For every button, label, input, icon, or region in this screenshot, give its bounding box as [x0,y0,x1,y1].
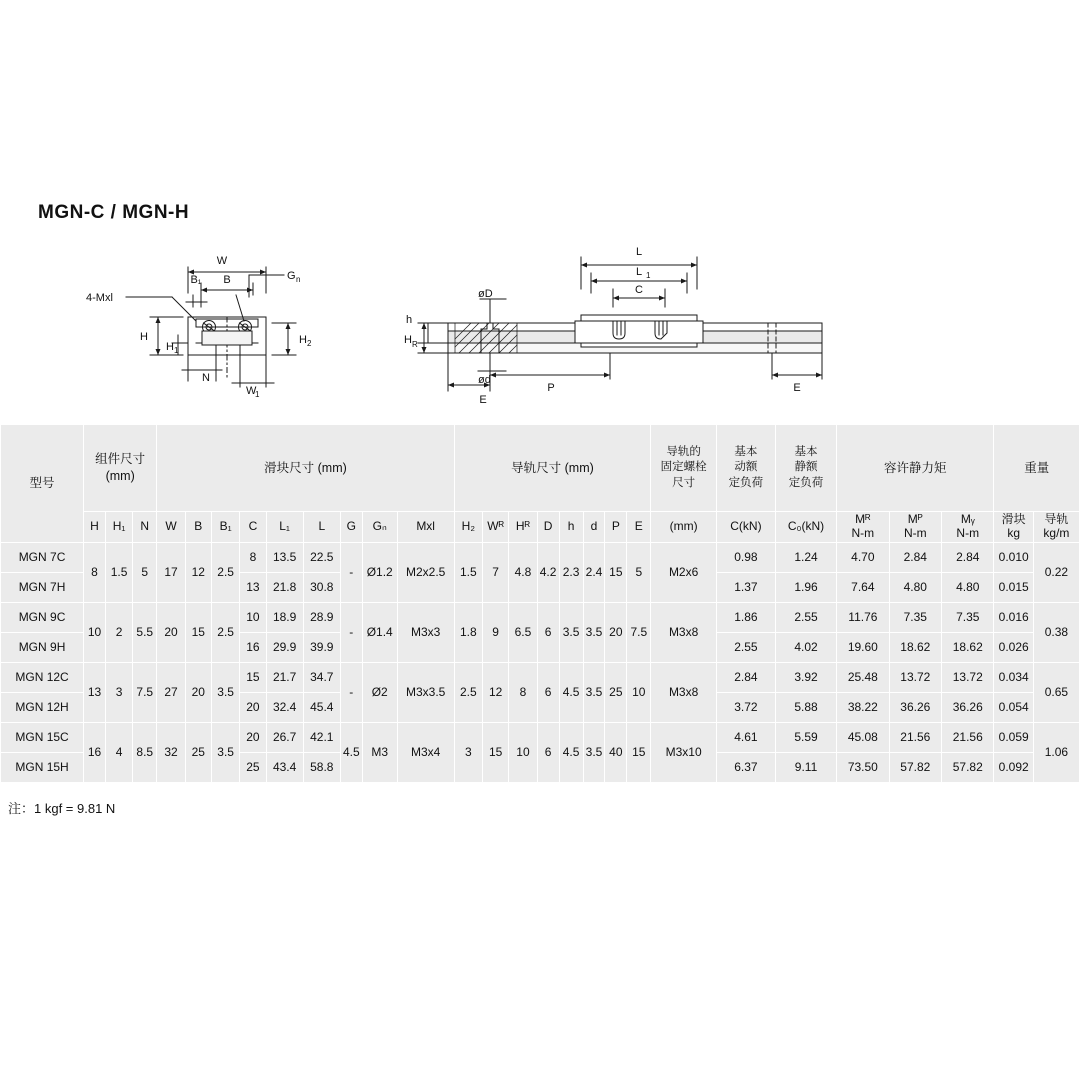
cell-Gn: Ø2 [362,663,397,723]
subheader-Gn: Gₙ [362,512,397,543]
label-h1: H [166,341,174,353]
cell-E: 10 [627,663,651,723]
cell-L1: 18.9 [266,603,303,633]
header-model: 型号 [1,425,84,543]
cell-bolt: M3x10 [651,723,717,783]
cell-H1: 1.5 [105,543,132,603]
row-model: MGN 7H [1,573,84,603]
label-w: W [216,255,228,267]
cell-W: 27 [157,663,185,723]
cell-dynamic: 1.37 [716,573,775,603]
cell-H: 13 [84,663,106,723]
row-model: MGN 7C [1,543,84,573]
table-row [1,723,1080,753]
page-title: MGN-C / MGN-H [38,202,190,223]
cell-P: 25 [605,663,627,723]
cell-C: 16 [240,633,266,663]
row-model: MGN 15H [1,753,84,783]
cell-MR: 19.60 [837,633,889,663]
subheader-d: d [583,512,605,543]
cell-static: 1.24 [775,543,836,573]
label-4mxl: 4-Mxl [86,292,113,304]
label-l1: L [635,266,643,278]
cell-H2: 2.5 [454,663,482,723]
cell-weight-rail: 0.22 [1033,543,1079,603]
cell-C: 20 [240,723,266,753]
cell-W: 20 [157,603,185,663]
subheader-P: P [605,512,627,543]
header-block-size: 滑块尺寸 (mm) [157,425,454,512]
subheader-C: C [240,512,266,543]
cell-bolt: M3x8 [651,603,717,663]
cell-weight-rail: 0.38 [1033,603,1079,663]
cell-static: 9.11 [775,753,836,783]
row-model: MGN 9C [1,603,84,633]
cell-H1: 2 [105,603,132,663]
cell-d: 2.4 [583,543,605,603]
cell-L1: 29.9 [266,633,303,663]
cell-MP: 36.26 [889,693,941,723]
label-gn: G [287,270,296,282]
cell-N: 7.5 [133,663,157,723]
cell-Gn: M3 [362,723,397,783]
spec-table-container [0,424,1080,783]
cell-dynamic: 2.84 [716,663,775,693]
row-model: MGN 12C [1,663,84,693]
subheader-G: G [340,512,362,543]
cell-E: 7.5 [627,603,651,663]
header-static-load: 基本 静额 定负荷 [775,425,836,512]
cell-D: 4.2 [537,543,559,603]
cell-h: 4.5 [559,723,583,783]
table-note: 注：1 kgf = 9.81 N [8,801,116,816]
cell-C: 13 [240,573,266,603]
cell-MY: 7.35 [942,603,994,633]
table-row [1,543,1080,573]
cell-WR: 12 [483,663,509,723]
subheader-D: D [537,512,559,543]
cell-W: 17 [157,543,185,603]
cell-WR: 7 [483,543,509,603]
cell-MY: 57.82 [942,753,994,783]
cell-MP: 13.72 [889,663,941,693]
cell-B1: 3.5 [211,723,239,783]
cell-MR: 7.64 [837,573,889,603]
subheader-HR: Hᴿ [509,512,537,543]
cell-MP: 2.84 [889,543,941,573]
label-l1-sub: 1 [646,271,651,280]
cell-Mxl: M3x4 [397,723,454,783]
subheader-B: B [185,512,211,543]
header-rail-size: 导轨尺寸 (mm) [454,425,651,512]
subheader-L: L [303,512,340,543]
cell-static: 3.92 [775,663,836,693]
cell-MY: 2.84 [942,543,994,573]
cell-N: 5 [133,543,157,603]
cell-d: 3.5 [583,603,605,663]
subheader-B1: B₁ [211,512,239,543]
cell-L1: 43.4 [266,753,303,783]
label-n: N [202,372,210,384]
label-l: L [635,246,643,258]
label-b: B [223,274,231,286]
cell-P: 15 [605,543,627,603]
cell-N: 5.5 [133,603,157,663]
cell-weight-rail: 0.65 [1033,663,1079,723]
subheader-W: W [157,512,185,543]
cell-MP: 18.62 [889,633,941,663]
label-w1: W [246,385,257,397]
cell-L1: 32.4 [266,693,303,723]
label-c: C [635,284,643,296]
subheader-N: N [133,512,157,543]
cell-HR: 4.8 [509,543,537,603]
label-e-right: E [793,382,801,394]
cell-weight-block: 0.016 [994,603,1033,633]
cell-H2: 1.8 [454,603,482,663]
subheader-Mxl: Mxl [397,512,454,543]
cell-dynamic: 2.55 [716,633,775,663]
cell-MY: 4.80 [942,573,994,603]
subheader-H: H [84,512,106,543]
cell-L: 34.7 [303,663,340,693]
cell-L: 39.9 [303,633,340,663]
row-model: MGN 9H [1,633,84,663]
cell-h: 3.5 [559,603,583,663]
cell-weight-block: 0.054 [994,693,1033,723]
cell-H2: 3 [454,723,482,783]
cell-B: 25 [185,723,211,783]
cell-D: 6 [537,603,559,663]
label-hr: H [404,334,412,346]
cell-E: 15 [627,723,651,783]
table-row [1,603,1080,633]
cell-L: 58.8 [303,753,340,783]
cell-G: 4.5 [340,723,362,783]
subheader-L1: L₁ [266,512,303,543]
cell-B: 15 [185,603,211,663]
cell-MY: 21.56 [942,723,994,753]
cell-MY: 13.72 [942,663,994,693]
header-bolt-size: 导轨的 固定螺栓 尺寸 [651,425,717,512]
cell-H: 10 [84,603,106,663]
cell-Mxl: M3x3.5 [397,663,454,723]
cell-static: 5.88 [775,693,836,723]
label-e-left: E [479,394,487,406]
subheader-dynamic-unit: C(kN) [716,512,775,543]
label-hr-sub: R [412,340,418,349]
table-row [1,663,1080,693]
cell-B: 20 [185,663,211,723]
cell-h: 4.5 [559,663,583,723]
cell-H: 16 [84,723,106,783]
cell-static: 1.96 [775,573,836,603]
cell-dynamic: 3.72 [716,693,775,723]
cell-L1: 21.7 [266,663,303,693]
cell-B: 12 [185,543,211,603]
cell-dynamic: 4.61 [716,723,775,753]
cell-C: 8 [240,543,266,573]
cell-weight-block: 0.010 [994,543,1033,573]
cell-MY: 36.26 [942,693,994,723]
row-model: MGN 12H [1,693,84,723]
label-h1-sub: 1 [174,346,179,355]
cell-P: 40 [605,723,627,783]
cell-d: 3.5 [583,723,605,783]
cell-h: 2.3 [559,543,583,603]
cell-bolt: M2x6 [651,543,717,603]
label-p: P [547,382,555,394]
cell-MP: 21.56 [889,723,941,753]
cell-L: 45.4 [303,693,340,723]
header-static-moment: 容许静力矩 [837,425,994,512]
cell-d: 3.5 [583,663,605,723]
cell-weight-block: 0.034 [994,663,1033,693]
cell-HR: 10 [509,723,537,783]
label-h: H [140,331,148,343]
spec-table [0,424,1080,783]
cell-MP: 7.35 [889,603,941,633]
label-gn-sub: n [296,275,301,284]
cell-G: - [340,543,362,603]
header-dynamic-load: 基本 动额 定负荷 [716,425,775,512]
row-model: MGN 15C [1,723,84,753]
cell-D: 6 [537,723,559,783]
cell-B1: 3.5 [211,663,239,723]
cell-N: 8.5 [133,723,157,783]
cell-H1: 4 [105,723,132,783]
cell-L: 30.8 [303,573,340,603]
cell-L: 22.5 [303,543,340,573]
cell-B1: 2.5 [211,543,239,603]
cell-weight-rail: 1.06 [1033,723,1079,783]
label-w1-sub: 1 [255,390,260,399]
cell-L: 28.9 [303,603,340,633]
cell-H1: 3 [105,663,132,723]
cell-Gn: Ø1.4 [362,603,397,663]
cell-MR: 45.08 [837,723,889,753]
label-h2: H [299,334,307,346]
cell-MR: 11.76 [837,603,889,633]
cell-weight-block: 0.092 [994,753,1033,783]
cell-G: - [340,663,362,723]
label-h2-sub: 2 [307,339,312,348]
cell-MR: 4.70 [837,543,889,573]
subheader-H1: H₁ [105,512,132,543]
label-d-big: øD [478,288,493,300]
cell-MR: 73.50 [837,753,889,783]
cell-L1: 13.5 [266,543,303,573]
label-h-small: h [406,314,413,326]
cell-D: 6 [537,663,559,723]
cell-L1: 26.7 [266,723,303,753]
cell-MR: 38.22 [837,693,889,723]
cell-L1: 21.8 [266,573,303,603]
cell-HR: 8 [509,663,537,723]
cell-H2: 1.5 [454,543,482,603]
label-d-small: ød [478,374,491,386]
header-assembly-size: 组件尺寸 (mm) [84,425,157,512]
subheader-H2: H₂ [454,512,482,543]
technical-drawing [0,235,1080,420]
cell-dynamic: 1.86 [716,603,775,633]
cell-WR: 15 [483,723,509,783]
cell-L: 42.1 [303,723,340,753]
cell-MY: 18.62 [942,633,994,663]
cell-static: 2.55 [775,603,836,633]
cell-C: 25 [240,753,266,783]
subheader-MR: Mᴿ N-m [837,512,889,543]
cell-P: 20 [605,603,627,663]
cell-static: 5.59 [775,723,836,753]
cell-weight-block: 0.059 [994,723,1033,753]
cell-MP: 4.80 [889,573,941,603]
subheader-static-unit: C₀(kN) [775,512,836,543]
cell-weight-block: 0.026 [994,633,1033,663]
header-weight: 重量 [994,425,1080,512]
cell-E: 5 [627,543,651,603]
cell-B1: 2.5 [211,603,239,663]
cell-Mxl: M2x2.5 [397,543,454,603]
subheader-weight-block: 滑块 kg [994,512,1033,543]
subheader-E: E [627,512,651,543]
cell-C: 10 [240,603,266,633]
cell-dynamic: 6.37 [716,753,775,783]
subheader-MP: Mᴾ N-m [889,512,941,543]
cell-C: 15 [240,663,266,693]
cell-W: 32 [157,723,185,783]
cell-weight-block: 0.015 [994,573,1033,603]
cell-G: - [340,603,362,663]
cell-dynamic: 0.98 [716,543,775,573]
subheader-bolt-unit: (mm) [651,512,717,543]
cell-Mxl: M3x3 [397,603,454,663]
cell-static: 4.02 [775,633,836,663]
cell-HR: 6.5 [509,603,537,663]
cell-MP: 57.82 [889,753,941,783]
cell-bolt: M3x8 [651,663,717,723]
cell-MR: 25.48 [837,663,889,693]
subheader-MY: Mᵧ N-m [942,512,994,543]
cell-WR: 9 [483,603,509,663]
cell-C: 20 [240,693,266,723]
subheader-h: h [559,512,583,543]
label-b1: B₁ [190,274,202,286]
cell-Gn: Ø1.2 [362,543,397,603]
subheader-weight-rail: 导轨 kg/m [1033,512,1079,543]
subheader-WR: Wᴿ [483,512,509,543]
cell-H: 8 [84,543,106,603]
